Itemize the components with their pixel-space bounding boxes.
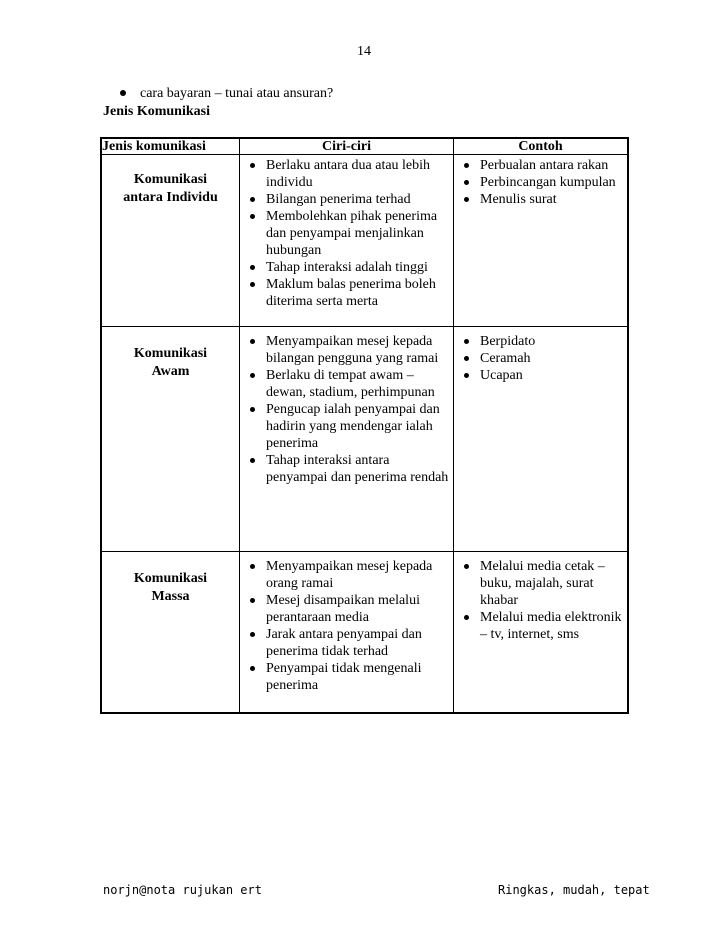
intro-bullet-text: cara bayaran – tunai atau ansuran? — [140, 86, 334, 101]
list-item-text: Jarak antara penyampai dan penerima tidak terhad — [266, 627, 422, 659]
table-row — [101, 327, 628, 552]
list-item-text: Pengucap ialah penyampai dan hadirin yang mendengar ialah penerima — [266, 402, 440, 451]
list-item — [454, 157, 627, 174]
list-item-text: Penyampai tidak mengenali penerima — [266, 661, 422, 693]
ciri-cell — [240, 155, 454, 327]
bullet-icon — [464, 339, 469, 344]
ciri-list — [240, 558, 453, 694]
bullet-icon — [464, 356, 469, 361]
list-item-text: Melalui media cetak – buku, majalah, surat khabar — [480, 559, 605, 608]
intro-bullet — [120, 86, 333, 102]
list-item — [240, 626, 453, 660]
bullet-icon — [250, 564, 255, 569]
bullet-icon — [250, 163, 255, 168]
bullet-icon — [464, 197, 469, 202]
list-item-text: Maklum balas penerima boleh diterima serta merta — [266, 277, 436, 309]
section-heading: Jenis Komunikasi — [103, 104, 210, 119]
bullet-icon — [464, 180, 469, 185]
bullet-icon — [464, 615, 469, 620]
bullet-icon — [250, 282, 255, 287]
contoh-list — [454, 333, 627, 384]
footer-right: Ringkas, mudah, tepat — [498, 883, 650, 897]
list-item — [240, 276, 453, 310]
bullet-icon — [250, 265, 255, 270]
ciri-list — [240, 333, 453, 486]
list-item-text: Tahap interaksi antara penyampai dan penerima rendah — [266, 453, 449, 485]
list-item — [240, 259, 453, 276]
list-item-text: Berpidato — [480, 334, 536, 349]
table-row — [101, 552, 628, 714]
ciri-cell — [240, 552, 454, 714]
contoh-list — [454, 558, 627, 643]
header-contoh: Contoh — [454, 138, 629, 155]
type-label-line: antara Individu — [123, 190, 218, 205]
list-item-text: Ceramah — [480, 351, 531, 366]
bullet-icon — [464, 564, 469, 569]
type-label-line: Komunikasi — [133, 571, 208, 586]
ciri-cell — [240, 327, 454, 552]
bullet-icon — [464, 373, 469, 378]
list-item — [454, 191, 627, 208]
page-number: 14 — [357, 44, 371, 59]
type-label-line: Massa — [151, 589, 190, 604]
contoh-list — [454, 157, 627, 208]
list-item — [240, 191, 453, 208]
list-item — [454, 174, 627, 191]
list-item-text: Berlaku antara dua atau lebih individu — [266, 158, 431, 190]
list-item — [240, 208, 453, 259]
type-label-line: Awam — [151, 364, 190, 379]
bullet-icon — [250, 632, 255, 637]
table-header-row — [101, 138, 628, 155]
bullet-icon — [250, 373, 255, 378]
type-cell — [101, 155, 240, 327]
list-item-text: Mesej disampaikan melalui perantaraan media — [266, 593, 420, 625]
list-item-text: Ucapan — [480, 368, 523, 383]
list-item — [454, 558, 627, 609]
bullet-icon — [250, 666, 255, 671]
list-item-text: Menyampaikan mesej kepada bilangan pengguna yang ramai — [266, 334, 439, 366]
contoh-cell — [454, 155, 629, 327]
list-item-text: Berlaku di tempat awam – dewan, stadium, perhimpunan — [266, 368, 435, 400]
list-item-text: Perbualan antara rakan — [480, 158, 609, 173]
list-item — [454, 609, 627, 643]
list-item-text: Membolehkan pihak penerima dan penyampai menjalinkan hubungan — [266, 209, 438, 258]
list-item-text: Menyampaikan mesej kepada orang ramai — [266, 559, 433, 591]
header-ciri: Ciri-ciri — [240, 138, 454, 155]
list-item — [240, 333, 453, 367]
list-item-text: Tahap interaksi adalah tinggi — [266, 260, 428, 275]
communication-table — [100, 137, 629, 714]
list-item-text: Perbincangan kumpulan — [480, 175, 616, 190]
type-cell — [101, 552, 240, 714]
list-item-text: Menulis surat — [480, 192, 557, 207]
bullet-icon — [120, 90, 126, 96]
type-cell — [101, 327, 240, 552]
list-item — [240, 558, 453, 592]
table-row — [101, 155, 628, 327]
bullet-icon — [250, 339, 255, 344]
list-item-text: Melalui media elektronik – tv, internet, sms — [480, 610, 622, 642]
list-item — [240, 660, 453, 694]
ciri-list — [240, 157, 453, 310]
list-item — [454, 350, 627, 367]
list-item — [240, 592, 453, 626]
list-item-text: Bilangan penerima terhad — [266, 192, 411, 207]
type-label-line: Komunikasi — [133, 172, 208, 187]
list-item — [240, 157, 453, 191]
list-item — [454, 333, 627, 350]
list-item — [240, 452, 453, 486]
bullet-icon — [250, 197, 255, 202]
list-item — [240, 401, 453, 452]
footer-left: norjn@nota rujukan ert — [103, 883, 262, 897]
bullet-icon — [250, 407, 255, 412]
bullet-icon — [250, 214, 255, 219]
list-item — [454, 367, 627, 384]
type-label-line: Komunikasi — [133, 346, 208, 361]
bullet-icon — [250, 458, 255, 463]
contoh-cell — [454, 327, 629, 552]
contoh-cell — [454, 552, 629, 714]
bullet-icon — [464, 163, 469, 168]
list-item — [240, 367, 453, 401]
header-type: Jenis komunikasi — [101, 138, 240, 155]
bullet-icon — [250, 598, 255, 603]
